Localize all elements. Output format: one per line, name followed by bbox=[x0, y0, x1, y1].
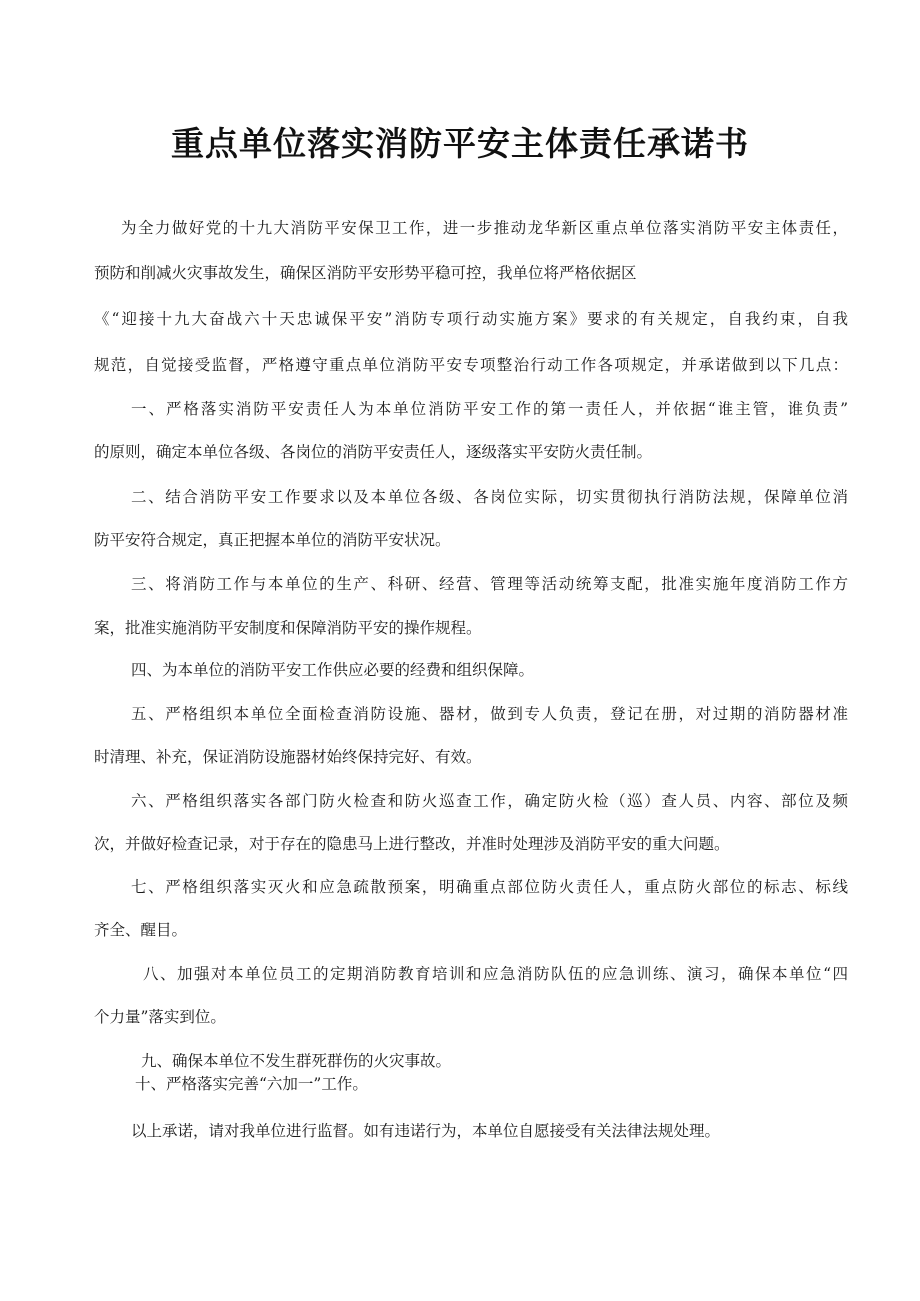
item-1-line-1: 一、严格落实消防平安责任人为本单位消防平安工作的第一责任人，并依据“谁主管，谁负责” bbox=[131, 400, 848, 418]
paragraph-intro-line-4: 规范，自觉接受监督，严格遵守重点单位消防平安专项整治行动工作各项规定，并承诺做到以下几点： bbox=[94, 356, 848, 374]
item-8-line-1: 八、加强对本单位员工的定期消防教育培训和应急消防队伍的应急训练、演习，确保本单位“四 bbox=[143, 965, 848, 983]
paragraph-intro-line-1: 为全力做好党的十九大消防平安保卫工作，进一步推动龙华新区重点单位落实消防平安主体责任， bbox=[121, 219, 848, 237]
paragraph-intro-line-3: 《“迎接十九大奋战六十天忠诚保平安”消防专项行动实施方案》要求的有关规定，自我约束，自我 bbox=[94, 310, 848, 328]
item-5-line-2: 时清理、补充，保证消防设施器材始终保持完好、有效。 bbox=[94, 748, 482, 766]
item-2-line-1: 二、结合消防平安工作要求以及本单位各级、各岗位实际，切实贯彻执行消防法规，保障单位消 bbox=[131, 488, 848, 506]
item-2-line-2: 防平安符合规定，真正把握本单位的消防平安状况。 bbox=[94, 531, 451, 549]
item-9-line-1: 九、确保本单位不发生群死群伤的火灾事故。 bbox=[141, 1052, 452, 1070]
item-7-line-1: 七、严格组织落实灭火和应急疏散预案，明确重点部位防火责任人，重点防火部位的标志、标线 bbox=[131, 878, 848, 896]
item-3-line-1: 三、将消防工作与本单位的生产、科研、经营、管理等活动统筹支配，批准实施年度消防工作方 bbox=[131, 575, 848, 593]
closing-statement: 以上承诺，请对我单位进行监督。如有违诺行为，本单位自愿接受有关法律法规处理。 bbox=[131, 1122, 721, 1140]
item-6-line-2: 次，并做好检查记录，对于存在的隐患马上进行整改，并准时处理涉及消防平安的重大问题。 bbox=[94, 835, 730, 853]
document-title: 重点单位落实消防平安主体责任承诺书 bbox=[171, 124, 749, 163]
item-5-line-1: 五、严格组织本单位全面检查消防设施、器材，做到专人负责，登记在册，对过期的消防器材准 bbox=[131, 705, 848, 723]
item-3-line-2: 案，批准实施消防平安制度和保障消防平安的操作规程。 bbox=[94, 619, 482, 637]
paragraph-intro-line-2: 预防和削减火灾事故发生，确保区消防平安形势平稳可控，我单位将严格依据区 bbox=[94, 264, 637, 282]
item-6-line-1: 六、严格组织落实各部门防火检查和防火巡查工作，确定防火检（巡）查人员、内容、部位及频 bbox=[131, 792, 848, 810]
item-10-line-1: 十、严格落实完善“六加一”工作。 bbox=[135, 1075, 368, 1093]
item-1-line-2: 的原则，确定本单位各级、各岗位的消防平安责任人，逐级落实平安防火责任制。 bbox=[94, 443, 653, 461]
item-7-line-2: 齐全、醒目。 bbox=[94, 921, 188, 939]
item-4-line-1: 四、为本单位的消防平安工作供应必要的经费和组织保障。 bbox=[131, 661, 535, 679]
item-8-line-2: 个力量”落实到位。 bbox=[94, 1008, 226, 1026]
